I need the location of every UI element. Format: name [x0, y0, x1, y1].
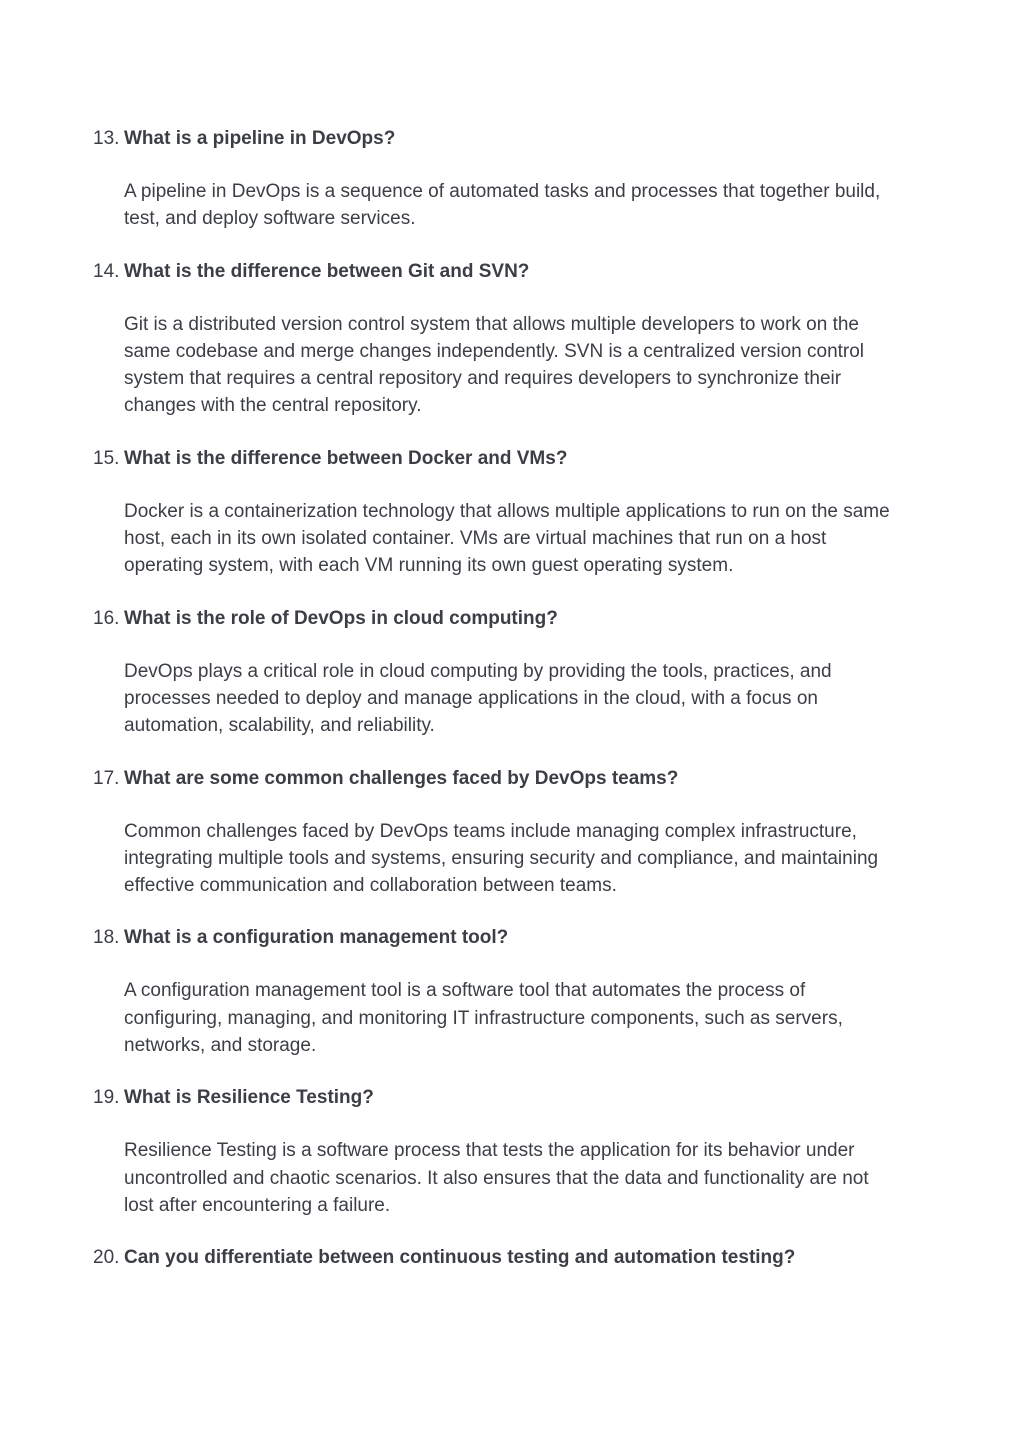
question-heading: What is the difference between Docker and VMs? — [124, 447, 568, 469]
answer-paragraph: Resilience Testing is a software process that tests the application for its behavior under uncontrolled and chaotic scenarios. It also ensures that the data and functionality are not lost after encountering a failure. — [124, 1140, 869, 1216]
answer-paragraph: DevOps plays a critical role in cloud computing by providing the tools, practices, and processes needed to deploy and manage applications in the cloud, with a focus on automation, scalability, and reliability. — [124, 660, 832, 737]
answer-paragraph: Git is a distributed version control system that allows multiple developers to work on the same codebase and merge changes independently. SVN is a centralized version control system that requires a central repository and requires developers to synchronize their changes with the central repository. — [124, 313, 865, 417]
question-heading: What is Resilience Testing? — [124, 1087, 374, 1109]
list-item — [0, 765, 1023, 900]
question-number: 16. — [93, 607, 120, 629]
question-heading: What is a configuration management tool? — [124, 927, 509, 949]
list-item — [0, 258, 1023, 420]
question-row — [0, 924, 1023, 952]
list-item — [0, 1084, 1023, 1219]
question-row — [0, 1244, 1023, 1272]
question-row — [0, 445, 1023, 473]
list-item — [0, 125, 1023, 233]
question-heading: Can you differentiate between continuous testing and automation testing? — [124, 1247, 796, 1269]
answer-paragraph: Common challenges faced by DevOps teams include managing complex infrastructure, integrating multiple tools and systems, ensuring security and compliance, and maintaining effective communication and collaboration between teams. — [124, 820, 879, 897]
question-number: 13. — [93, 128, 120, 149]
list-item — [0, 605, 1023, 740]
qa-list — [0, 125, 1023, 1297]
list-item — [0, 924, 1023, 1059]
question-heading: What is a pipeline in DevOps? — [124, 128, 396, 149]
question-row — [0, 605, 1023, 633]
question-number: 20. — [93, 1247, 120, 1269]
question-heading: What are some common challenges faced by DevOps teams? — [124, 767, 679, 789]
question-number: 15. — [93, 447, 120, 469]
question-heading: What is the role of DevOps in cloud computing? — [124, 607, 558, 629]
question-number: 14. — [93, 260, 120, 282]
list-item — [0, 445, 1023, 580]
question-number: 17. — [93, 767, 120, 789]
question-row — [0, 258, 1023, 286]
question-row — [0, 125, 1023, 153]
answer-paragraph: Docker is a containerization technology that allows multiple applications to run on the same host, each in its own isolated container. VMs are virtual machines that run on a host operating system, with each VM running its own guest operating system. — [124, 500, 890, 577]
answer-paragraph: A configuration management tool is a software tool that automates the process of configuring, managing, and monitoring IT infrastructure components, such as servers, networks, and storage. — [124, 980, 843, 1057]
list-item — [0, 1244, 1023, 1272]
question-number: 19. — [93, 1087, 120, 1109]
answer-paragraph: A pipeline in DevOps is a sequence of automated tasks and processes that together build, test, and deploy software services. — [124, 181, 881, 230]
question-number: 18. — [93, 927, 120, 949]
question-row — [0, 1084, 1023, 1112]
question-heading: What is the difference between Git and SVN? — [124, 260, 530, 282]
question-row — [0, 765, 1023, 793]
